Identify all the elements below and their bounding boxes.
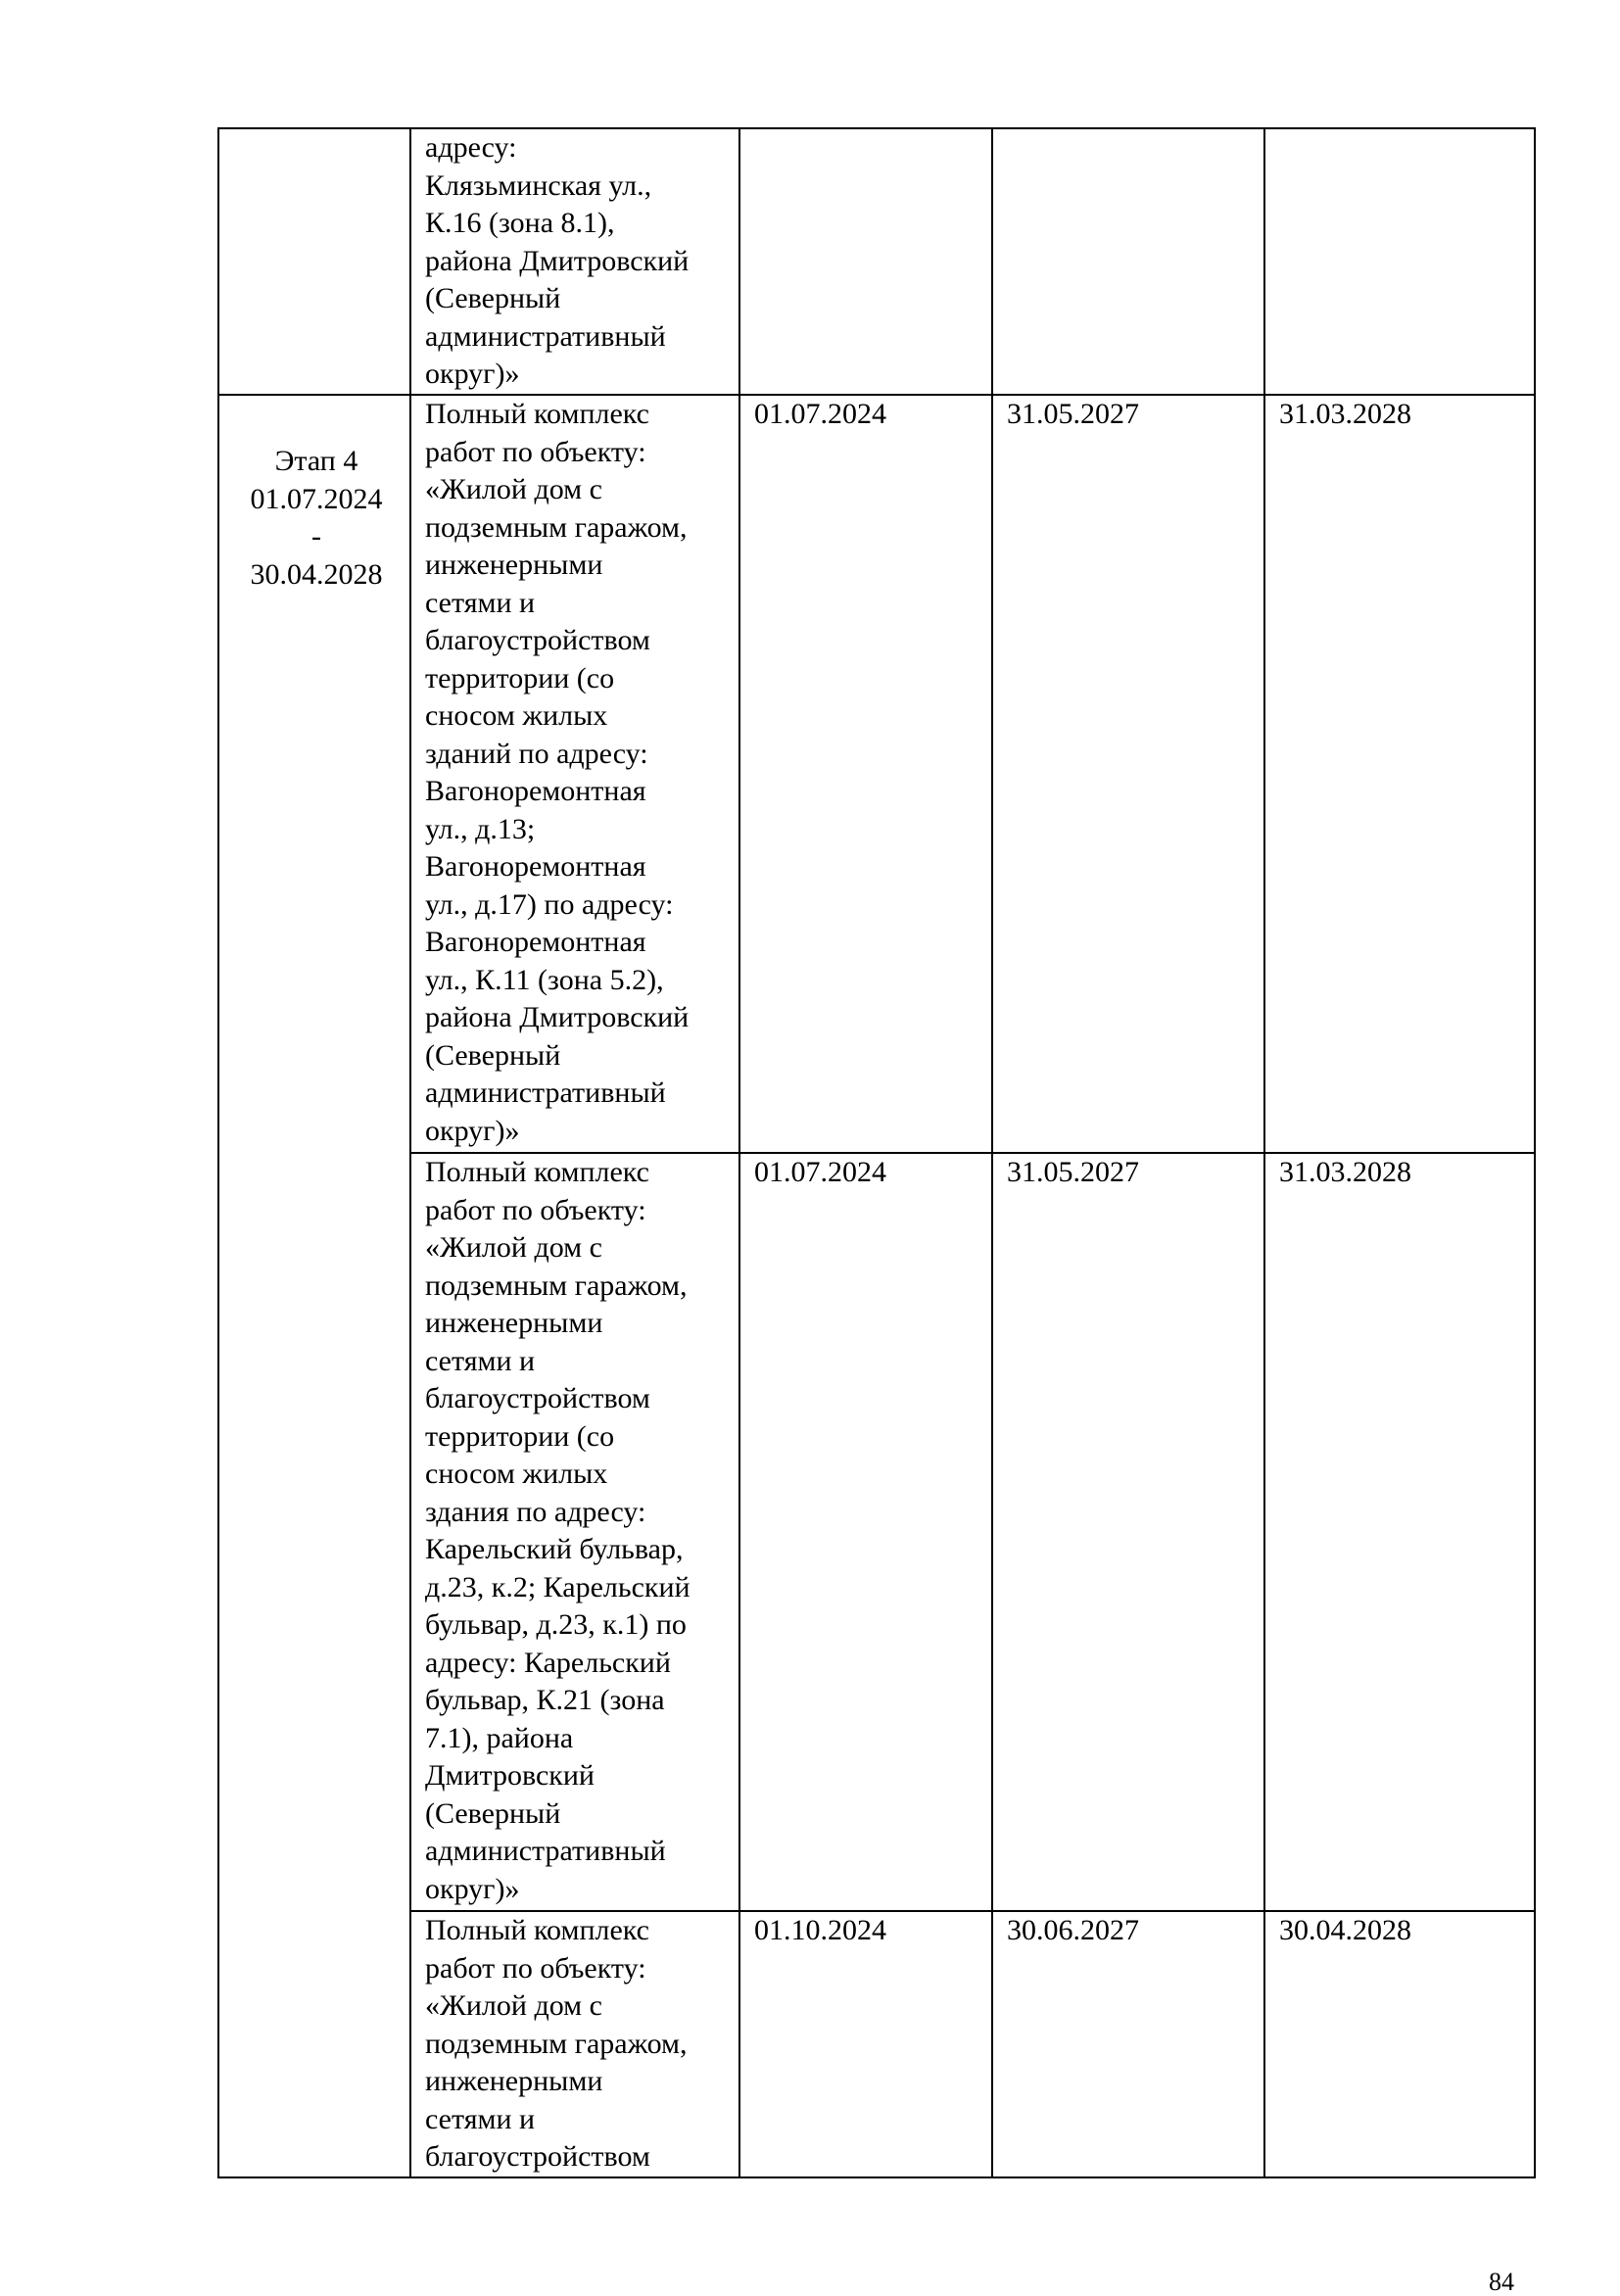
- final-date: 30.04.2028: [1264, 1911, 1535, 2177]
- end-date: 31.05.2027: [992, 1153, 1264, 1911]
- table-row: [218, 1911, 1535, 2177]
- start-date: 01.10.2024: [739, 1911, 992, 2177]
- start-date: 01.07.2024: [739, 1153, 992, 1911]
- stage-end: 30.04.2028: [250, 557, 383, 591]
- work-description: Полный комплекс работ по объекту: «Жилой дом с подземным гаражом, инженерными сетями и благоустройством: [410, 1911, 739, 2177]
- table-row: [218, 128, 1535, 395]
- final-date: [1264, 128, 1535, 395]
- end-date: [992, 128, 1264, 395]
- work-description: Полный комплекс работ по объекту: «Жилой дом с подземным гаражом, инженерными сетями и благоустройством территории (со сносом жилых здания по адресу: Карельский бульвар, д.23, к.2; Карельский бульвар, д.23, к.1) по адресу: Карельский бульвар, К.21 (зона 7.1), района Дмитровский (Северный административный округ)»: [410, 1153, 739, 1911]
- page-number: 84: [1489, 2268, 1514, 2296]
- end-date: 30.06.2027: [992, 1911, 1264, 2177]
- final-date: 31.03.2028: [1264, 395, 1535, 1153]
- work-description: адресу: Клязьминская ул., К.16 (зона 8.1), района Дмитровский (Северный административный округ)»: [410, 128, 739, 395]
- stage-cell-empty: [218, 128, 410, 395]
- stage-start: 01.07.2024: [250, 482, 383, 515]
- end-date: 31.05.2027: [992, 395, 1264, 1153]
- stage-cell: [218, 395, 410, 2177]
- schedule-table: [217, 127, 1536, 2178]
- stage-dash: -: [311, 520, 321, 552]
- stage-name: Этап 4: [274, 445, 358, 477]
- final-date: 31.03.2028: [1264, 1153, 1535, 1911]
- start-date: 01.07.2024: [739, 395, 992, 1153]
- table-row: [218, 1153, 1535, 1911]
- table-row: [218, 395, 1535, 1153]
- work-description: Полный комплекс работ по объекту: «Жилой дом с подземным гаражом, инженерными сетями и благоустройством территории (со сносом жилых зданий по адресу: Вагоноремонтная ул., д.13; Вагоноремонтная ул., д.17) по адресу: Вагоноремонтная ул., К.11 (зона 5.2), района Дмитровский (Северный административный округ)»: [410, 395, 739, 1153]
- start-date: [739, 128, 992, 395]
